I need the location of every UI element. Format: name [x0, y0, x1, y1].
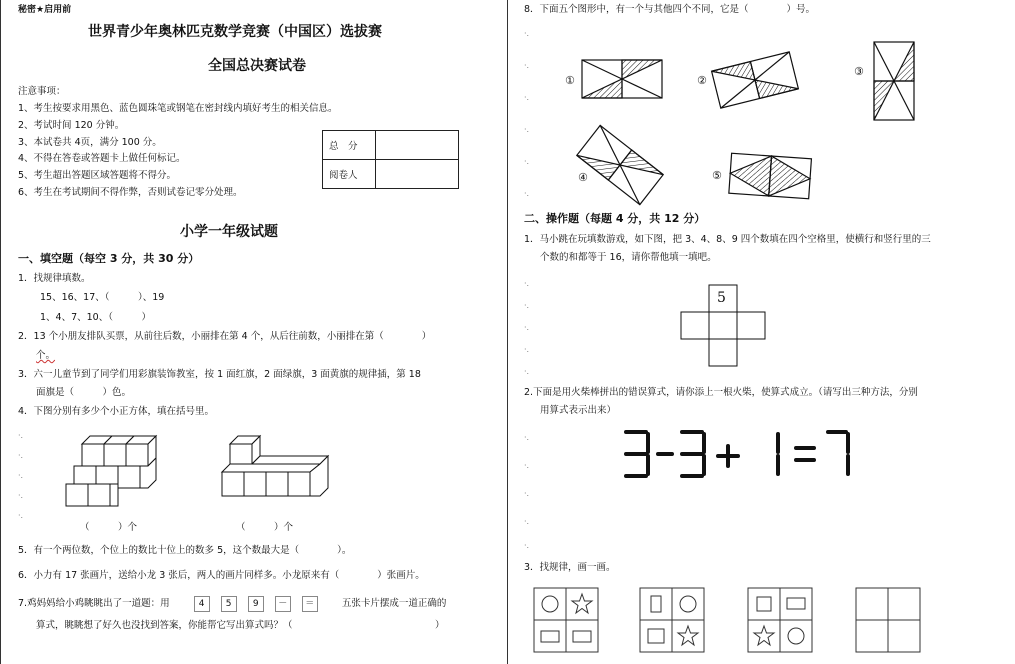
- s1-q3b: 面旗是（ ）色。: [36, 387, 132, 398]
- margin-mark: ·.: [18, 511, 24, 520]
- s1-q7-post: 五张卡片摆成一道正确的: [341, 598, 447, 609]
- s1-q2b: 个。: [36, 350, 56, 361]
- cube-figure-1: [60, 432, 170, 510]
- note-3: 3、本试卷共 4页，满分 100 分。: [18, 137, 162, 148]
- margin-mark: ·.: [524, 489, 530, 498]
- margin-mark: ·.: [524, 517, 530, 526]
- margin-mark: ·.: [524, 541, 530, 550]
- margin-mark: ·.: [524, 323, 530, 332]
- column-divider: [507, 0, 508, 664]
- margin-mark: ·.: [524, 61, 530, 70]
- s1-q4-blank2: （ ）个: [236, 522, 294, 533]
- total-score-label: 总 分: [323, 131, 376, 160]
- exam-title: 世界青少年奥林匹克数学竞赛（中国区）选拔赛: [88, 24, 382, 40]
- margin-mark: ·.: [524, 301, 530, 310]
- s2-q2a: 2.下面是用火柴棒拼出的错误算式，请你添上一根火柴，使算式成立。（请写出三种方法，分别: [524, 387, 918, 398]
- note-6: 6、考生在考试期间不得作弊，否则试卷记零分处理。: [18, 187, 243, 198]
- s1-q7-line2: 算式，眺眺想了好久也没找到答案，你能帮它写出算式吗？（ ）: [36, 620, 445, 631]
- s1-q5: 5．有一个两位数，个位上的数比十位上的数多 5，这个数最大是（ ）。: [18, 545, 352, 556]
- s2-q3: 3．找规律，画一画。: [524, 562, 616, 573]
- s1-q4: 4．下图分别有多少个小正方体，填在括号里。: [18, 406, 215, 417]
- note-2: 2、考试时间 120 分钟。: [18, 120, 125, 131]
- card-minus: －: [275, 596, 291, 612]
- card-4: 4: [194, 596, 210, 612]
- margin-mark: ·.: [524, 29, 530, 38]
- s1-q6: 6．小力有 17 张画片，送给小龙 3 张后，两人的画片同样多。小龙原来有（ ）张画片。: [18, 570, 425, 581]
- s1-q3a: 3．六一儿童节到了同学们用彩旗装饰教室，按 1 面红旗，2 面绿旗，3 面黄旗的规律插，第 18: [18, 369, 421, 380]
- section1-heading: 一、填空题（每空 3 分，共 30 分）: [18, 252, 200, 265]
- card-5: 5: [221, 596, 237, 612]
- grader-label: 阅卷人: [323, 160, 376, 189]
- secret-tag: 秘密★启用前: [18, 5, 72, 15]
- margin-mark: ·.: [524, 345, 530, 354]
- margin-mark: ·.: [524, 279, 530, 288]
- grade-title: 小学一年级试题: [180, 224, 278, 240]
- left-border: [0, 0, 1, 664]
- note-4: 4、不得在答卷或答题卡上做任何标记。: [18, 153, 186, 164]
- exam-subtitle: 全国总决赛试卷: [208, 58, 306, 74]
- notes-heading: 注意事项：: [18, 86, 66, 97]
- s2-q2b: 用算式表示出来）: [540, 405, 617, 416]
- shape-label-1: ①: [565, 74, 575, 87]
- q8-text: 8．下面五个图形中，有一个与其他四个不同，它是（ ）号。: [524, 4, 816, 15]
- card-equals: ＝: [302, 596, 318, 612]
- shape-label-3: ③: [854, 65, 864, 78]
- margin-mark: ·.: [524, 93, 530, 102]
- s1-q7-pre: 7.鸡妈妈给小鸡眺眺出了一道题：用: [18, 598, 170, 609]
- margin-mark: ·.: [18, 471, 24, 480]
- cube-figure-2: [218, 432, 338, 510]
- s1-q2a: 2．13 个小朋友排队买票，从前往后数，小丽排在第 4 个，从后往前数，小丽排在第（ ）: [18, 331, 432, 342]
- s1-q1b: 1、4、7、10、（ ）: [40, 312, 151, 323]
- margin-mark: ·.: [18, 491, 24, 500]
- grid-number: 5: [717, 290, 726, 306]
- s2-q1b: 个数的和都等于 16，请你帮他填一填吧。: [540, 252, 717, 263]
- note-5: 5、考生超出答题区域答题将不得分。: [18, 170, 177, 181]
- score-table: [322, 130, 459, 189]
- margin-mark: ·.: [524, 433, 530, 442]
- shape-label-5: ⑤: [712, 169, 722, 182]
- s1-q7-line1: [18, 596, 446, 612]
- s1-q4-blank1: （ ）个: [80, 522, 138, 533]
- margin-mark: ·.: [524, 461, 530, 470]
- s2-q1a: 1．马小跳在玩填数游戏，如下图，把 3、4、8、9 四个数填在四个空格里，使横行和竖行里的三: [524, 234, 931, 245]
- shape-label-4: ④: [578, 171, 588, 184]
- s1-q1a: 15、16、17、（ ）、19: [40, 292, 165, 303]
- section2-heading: 二、操作题（每题 4 分，共 12 分）: [524, 212, 706, 225]
- pattern-figures: [530, 586, 930, 656]
- matchstick-equation: [620, 428, 860, 484]
- s1-q1: 1．找规律填数。: [18, 273, 91, 284]
- note-1: 1、考生按要求用黑色、蓝色圆珠笔或钢笔在密封线内填好考生的相关信息。: [18, 103, 338, 114]
- margin-mark: ·.: [524, 189, 530, 198]
- grader-cell[interactable]: [376, 160, 459, 189]
- total-score-cell[interactable]: [376, 131, 459, 160]
- margin-mark: ·.: [524, 125, 530, 134]
- margin-mark: ·.: [18, 451, 24, 460]
- shape-label-2: ②: [697, 74, 707, 87]
- margin-mark: ·.: [524, 157, 530, 166]
- margin-mark: ·.: [524, 367, 530, 376]
- card-9: 9: [248, 596, 264, 612]
- margin-mark: ·.: [18, 431, 24, 440]
